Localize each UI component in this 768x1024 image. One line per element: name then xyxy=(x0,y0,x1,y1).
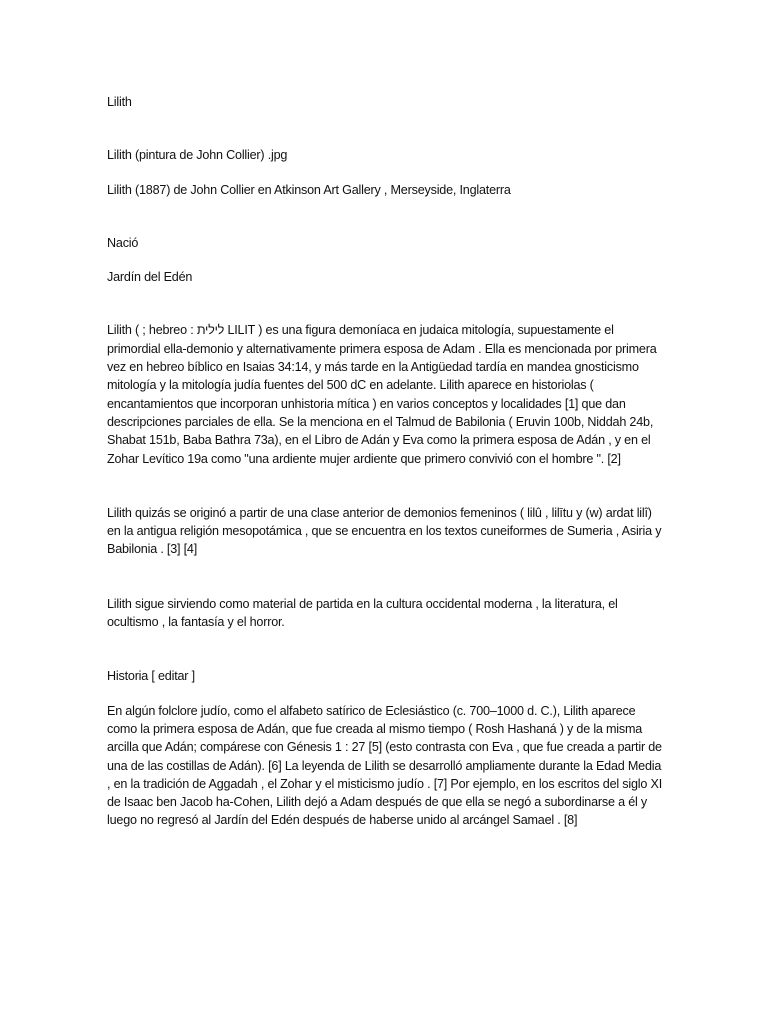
born-value: Jardín del Edén xyxy=(107,270,193,285)
intro-paragraph: Lilith ( ; hebreo : לילית LILIT ) es una figura demoníaca en judaica mitología, supuestamente el primordial ella-demonio y alternativamente primera esposa de Adam . Ella es mencionada por primera vez en hebreo bíblico en Isaias 34:14, y más tarde en la Antigüedad tardía en mandea gnosticismo mitología y la mitología judía fuentes del 500 dC en adelante. Lilith aparece en historiolas ( encantamientos que incorporan unhistoria mítica ) en varios conceptos y localidades [1] que dan descripciones parciales de ella. Se la menciona en el Talmud de Babilonia ( Eruvin 100b, Niddah 24b, Shabat 151b, Baba Bathra 73a), en el Libro de Adán y Eva como la primera esposa de Adán , y en el Zohar Levítico 19a como "una ardiente mujer ardiente que primero convivió con el hombre ". [2] xyxy=(107,323,657,466)
historia-paragraph: En algún folclore judío, como el alfabeto satírico de Eclesiástico (c. 700–1000 d. C.), Lilith aparece como la primera esposa de Adán, que fue creada al mismo tiempo ( Rosh Hashaná ) y de la misma arcilla que Adán; compárese con Génesis 1 : 27 [5] (esto contrasta con Eva , que fue creada a partir de una de las costillas de Adán). [6] La leyenda de Lilith se desarrolló ampliamente durante la Edad Media , en la tradición de Aggadah , el Zohar y el misticismo judío . [7] Por ejemplo, en los escritos del siglo XI de Isaac ben Jacob ha-Cohen, Lilith dejó a Adam después de que ella se negó a subordinarse a él y luego no regresó al Jardín del Edén después de haberse unido al arcángel Samael . [8] xyxy=(107,703,663,828)
image-filename: Lilith (pintura de John Collier) .jpg xyxy=(107,148,288,163)
document-body xyxy=(107,93,667,830)
section-heading-historia: Historia [ editar ] xyxy=(107,669,195,684)
origin-paragraph: Lilith quizás se originó a partir de una clase anterior de demonios femeninos ( lilû , lilītu y (w) ardat lilî) en la antigua religión mesopotámica , que se encuentra en los textos cuneiformes de Sumeria , Asiria y Babilonia . [3] [4] xyxy=(107,505,662,557)
document-title: Lilith xyxy=(107,95,132,109)
image-caption: Lilith (1887) de John Collier en Atkinson Art Gallery , Merseyside, Inglaterra xyxy=(107,182,511,197)
born-label: Nació xyxy=(107,235,139,250)
modern-culture-paragraph: Lilith sigue sirviendo como material de partida en la cultura occidental moderna , la literatura, el ocultismo , la fantasía y el horror. xyxy=(107,596,618,630)
